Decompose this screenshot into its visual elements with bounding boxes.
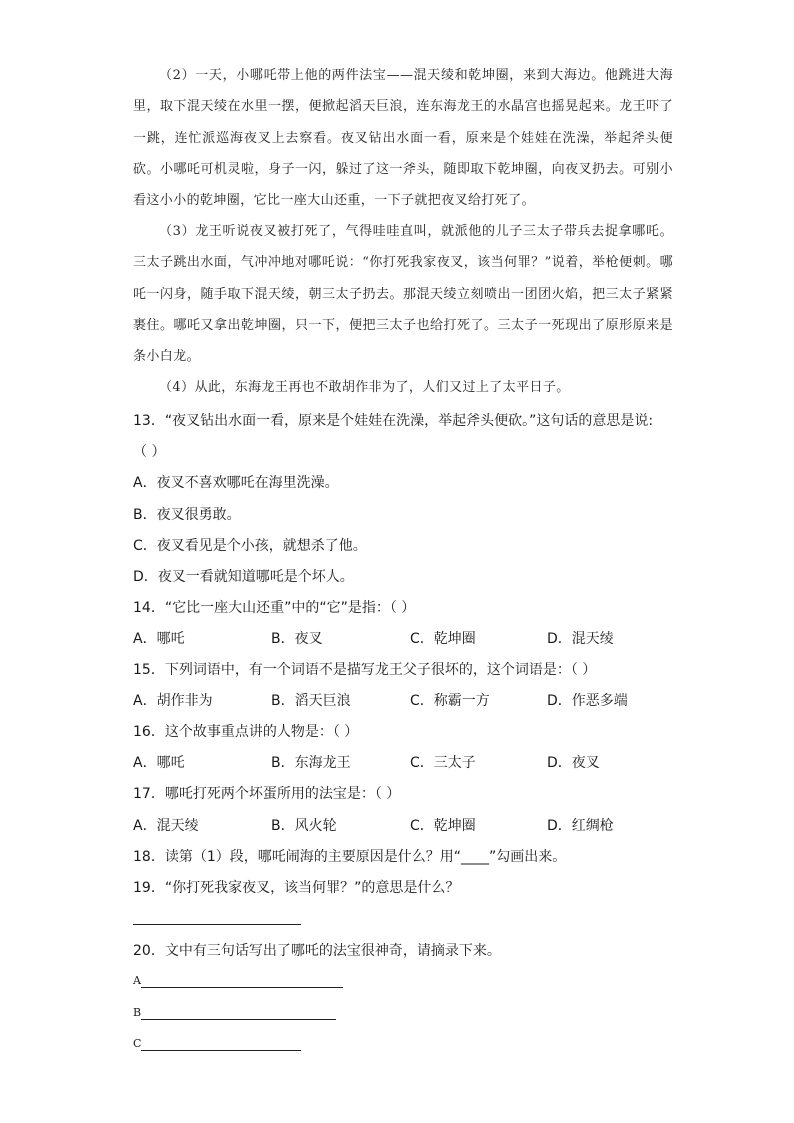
- question-14-option-c[interactable]: C．乾坤圈: [410, 631, 476, 647]
- question-20-label-a: A: [133, 974, 141, 987]
- passage-paragraph-2: （2）一天，小哪吒带上他的两件法宝——混天绫和乾坤圈，来到大海边。他跳进大海里，取下混天绫在水里一摆，便掀起滔天巨浪，连东海龙王的水晶宫也摇晃起来。龙王吓了一跳，连忙派巡海夜叉上去察看。夜叉钻出水面一看，原来是个娃娃在洗澡，举起斧头便砍。小哪吒可机灵啦，身子一闪，躲过了这一斧头，随即取下乾坤圈，向夜叉扔去。可别小看这小小的乾坤圈，它比一座大山还重，一下子就把夜叉给打死了。: [133, 68, 673, 209]
- question-17-stem: 17．哪吒打死两个坏蛋所用的法宝是：（ ）: [133, 786, 401, 802]
- question-13-stem: 13．“夜叉钻出水面一看，原来是个娃娃在洗澡，举起斧头便砍。”这句话的意思是说:: [133, 413, 654, 429]
- question-18-stem: 18．读第（1）段，哪吒闹海的主要原因是什么？用“____”勾画出来。: [133, 849, 567, 865]
- question-16-option-b[interactable]: B．东海龙王: [271, 755, 351, 771]
- question-17-option-d[interactable]: D．红绸枪: [547, 818, 614, 834]
- question-15-option-b[interactable]: B．滔天巨浪: [271, 693, 351, 709]
- question-13-option-c[interactable]: C．夜叉看见是个小孩，就想杀了他。: [133, 538, 367, 554]
- question-20-stem: 20．文中有三句话写出了哪吒的法宝很神奇，请摘录下来。: [133, 943, 501, 959]
- question-16-option-a[interactable]: A．哪吒: [133, 755, 185, 771]
- question-20-label-b: B: [133, 1006, 142, 1019]
- question-16-option-d[interactable]: D．夜叉: [547, 755, 600, 771]
- question-15-options: [133, 690, 673, 710]
- question-20-label-c: C: [133, 1037, 142, 1050]
- question-15-stem: 15．下列词语中，有一个词语不是描写龙王父子很坏的，这个词语是：（ ）: [133, 662, 597, 678]
- question-13-blank[interactable]: （ ）: [133, 444, 166, 460]
- question-13-option-d[interactable]: D．夜叉一看就知道哪吒是个坏人。: [133, 569, 354, 585]
- passage-paragraph-4: （4）从此，东海龙王再也不敢胡作非为了，人们又过上了太平日子。: [159, 380, 570, 395]
- question-20-answer-line-c[interactable]: [141, 1050, 301, 1051]
- question-20-answer-line-a[interactable]: [141, 987, 343, 988]
- question-16-options: [133, 752, 673, 772]
- question-15-option-d[interactable]: D．作恶多端: [547, 693, 628, 709]
- question-15-option-a[interactable]: A．胡作非为: [133, 693, 213, 709]
- question-14-option-a[interactable]: A．哪吒: [133, 631, 185, 647]
- question-17-option-b[interactable]: B．风火轮: [271, 818, 337, 834]
- question-17-options: [133, 815, 673, 835]
- question-17-option-a[interactable]: A．混天绫: [133, 818, 199, 834]
- question-14-option-d[interactable]: D．混天绫: [547, 631, 614, 647]
- question-19-answer-line[interactable]: [133, 924, 301, 925]
- question-14-option-b[interactable]: B．夜叉: [271, 631, 323, 647]
- question-15-option-c[interactable]: C．称霸一方: [410, 693, 490, 709]
- passage-paragraph-3: （3）龙王听说夜叉被打死了，气得哇哇直叫，就派他的儿子三太子带兵去捉拿哪吒。三太子跳出水面，气冲冲地对哪吒说：“你打死我家夜叉，该当何罪？”说着，举枪便刺。哪吒一闪身，随手取下混天绫，朝三太子扔去。那混天绫立刻喷出一团团火焰，把三太子紧紧裹住。哪吒又拿出乾坤圈，只一下，便把三太子也给打死了。三太子一死现出了原形原来是条小白龙。: [133, 224, 673, 365]
- question-16-stem: 16．这个故事重点讲的人物是：（ ）: [133, 724, 359, 740]
- question-16-option-c[interactable]: C．三太子: [410, 755, 476, 771]
- question-17-option-c[interactable]: C．乾坤圈: [410, 818, 476, 834]
- question-19-stem: 19．“你打死我家夜叉，该当何罪？”的意思是什么？: [133, 880, 460, 896]
- question-13-option-a[interactable]: A．夜叉不喜欢哪吒在海里洗澡。: [133, 475, 339, 491]
- question-14-options: [133, 628, 673, 648]
- question-14-stem: 14．“它比一座大山还重”中的“它”是指：（ ）: [133, 600, 416, 616]
- question-13-option-b[interactable]: B．夜叉很勇敢。: [133, 507, 241, 523]
- question-20-answer-line-b[interactable]: [141, 1019, 336, 1020]
